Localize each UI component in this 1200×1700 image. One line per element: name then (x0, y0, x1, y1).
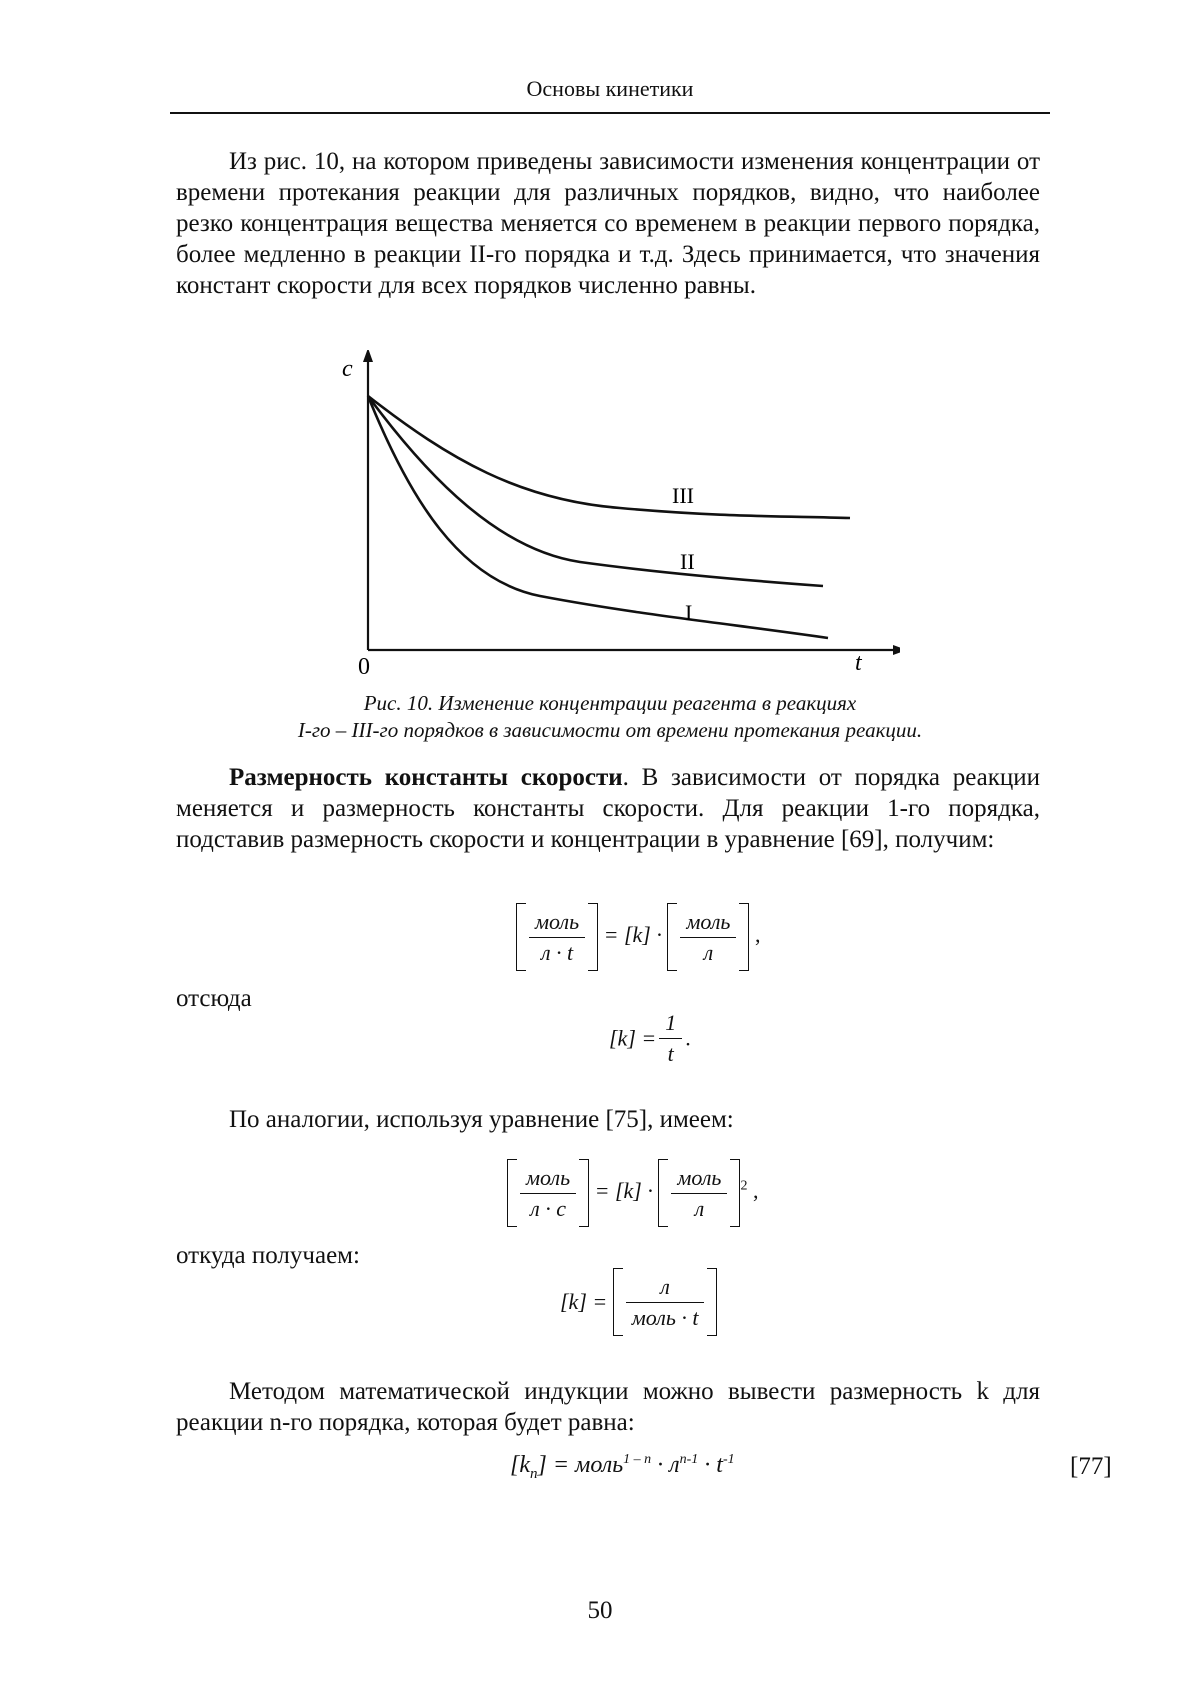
eq3-middle: = [k] · (594, 1178, 653, 1204)
curve-label-i: I (685, 600, 693, 625)
equation-first-order-result (609, 1010, 691, 1067)
paragraph-induction: Методом математической индукции можно вывести размерность k для реакции n-го порядка, которая будет равна: (176, 1378, 1040, 1436)
curve-second-order (368, 396, 823, 586)
curve-third-order (368, 396, 850, 518)
figure-caption (170, 690, 1050, 744)
paragraph-intro: Из рис. 10, на котором приведены зависимости изменения концентрации от времени протекания реакции для различных порядков, видно, что наиболее резко концентрация вещества меняется со временем в реакции первого порядка, более медленно в реакции II-го порядка и т.д. Здесь принимается, что значения констант скорости для всех порядков численно равны. (176, 148, 1040, 299)
eq5-lhs-subscript: n (530, 1465, 538, 1482)
concentration-time-figure (300, 350, 900, 680)
eq1-denominator-2: л (703, 939, 714, 965)
curve-label-iii: III (672, 483, 694, 508)
paragraph-analogy: По аналогии, используя уравнение [75], имеем: (229, 1106, 734, 1133)
word-otkuda: откуда получаем: (176, 1242, 360, 1269)
eq5-power-3: -1 (722, 1452, 735, 1467)
word-otsyuda: отсюда (176, 985, 252, 1012)
eq2-numerator: 1 (659, 1010, 682, 1039)
origin-label: 0 (358, 654, 370, 680)
eq1-numerator: моль (529, 909, 585, 938)
eq2-tail: . (685, 1025, 691, 1051)
running-header: Основы кинетики (526, 76, 694, 101)
eq3-denominator-2: л (694, 1195, 705, 1221)
eq3-denominator: л · с (530, 1195, 566, 1221)
page-number: 50 (587, 1597, 613, 1624)
section-text: . В зависимости от порядка реакции меняется и размерность константы скорости. Для реакции 1-го порядка, подставив размерность скорости и концентрации в уравнение [69], получим: (176, 764, 1040, 853)
eq1-middle: = [k] · (603, 922, 662, 948)
equation-second-order (507, 1159, 758, 1227)
eq3-power: 2 (740, 1178, 748, 1194)
eq2-lhs: [k] = (609, 1025, 657, 1051)
eq4-lhs: [k] = (560, 1289, 608, 1314)
eq3-numerator-2: моль (671, 1165, 727, 1194)
eq5-power-2: n-1 (679, 1452, 699, 1467)
eq1-tail: , (754, 922, 761, 948)
caption-line-1: Рис. 10. Изменение концентрации реагента в реакциях (363, 691, 857, 715)
paragraph-rate-constant-dimension (176, 762, 1040, 855)
equation-first-order (516, 903, 760, 971)
caption-line-2: I-го – III-го порядков в зависимости от времени протекания реакции. (297, 718, 923, 742)
eq4-numerator: л (626, 1274, 705, 1303)
eq5-lhs-close: ] = моль (537, 1452, 624, 1478)
eq3-numerator: моль (520, 1165, 576, 1194)
eq3-tail: , (752, 1178, 759, 1204)
eq1-denominator: л · t (540, 939, 574, 965)
x-axis-label: t (855, 650, 862, 676)
header-rule (170, 112, 1050, 114)
eq5-mid-2: · t (698, 1452, 723, 1478)
eq5-mid-1: · л (651, 1452, 680, 1478)
eq2-denominator: t (667, 1041, 674, 1066)
eq4-denominator: моль · t (631, 1304, 699, 1330)
equation-number: [77] (1070, 1453, 1112, 1480)
curve-label-ii: II (680, 549, 695, 574)
equation-nth-order (510, 1452, 735, 1483)
y-axis-label: c (342, 356, 353, 382)
equation-second-order-result (560, 1268, 717, 1336)
section-heading: Размерность константы скорости (229, 764, 623, 791)
eq5-lhs: [k (510, 1452, 530, 1478)
eq1-numerator-2: моль (680, 909, 736, 938)
eq5-power-1: 1 – n (623, 1452, 652, 1467)
